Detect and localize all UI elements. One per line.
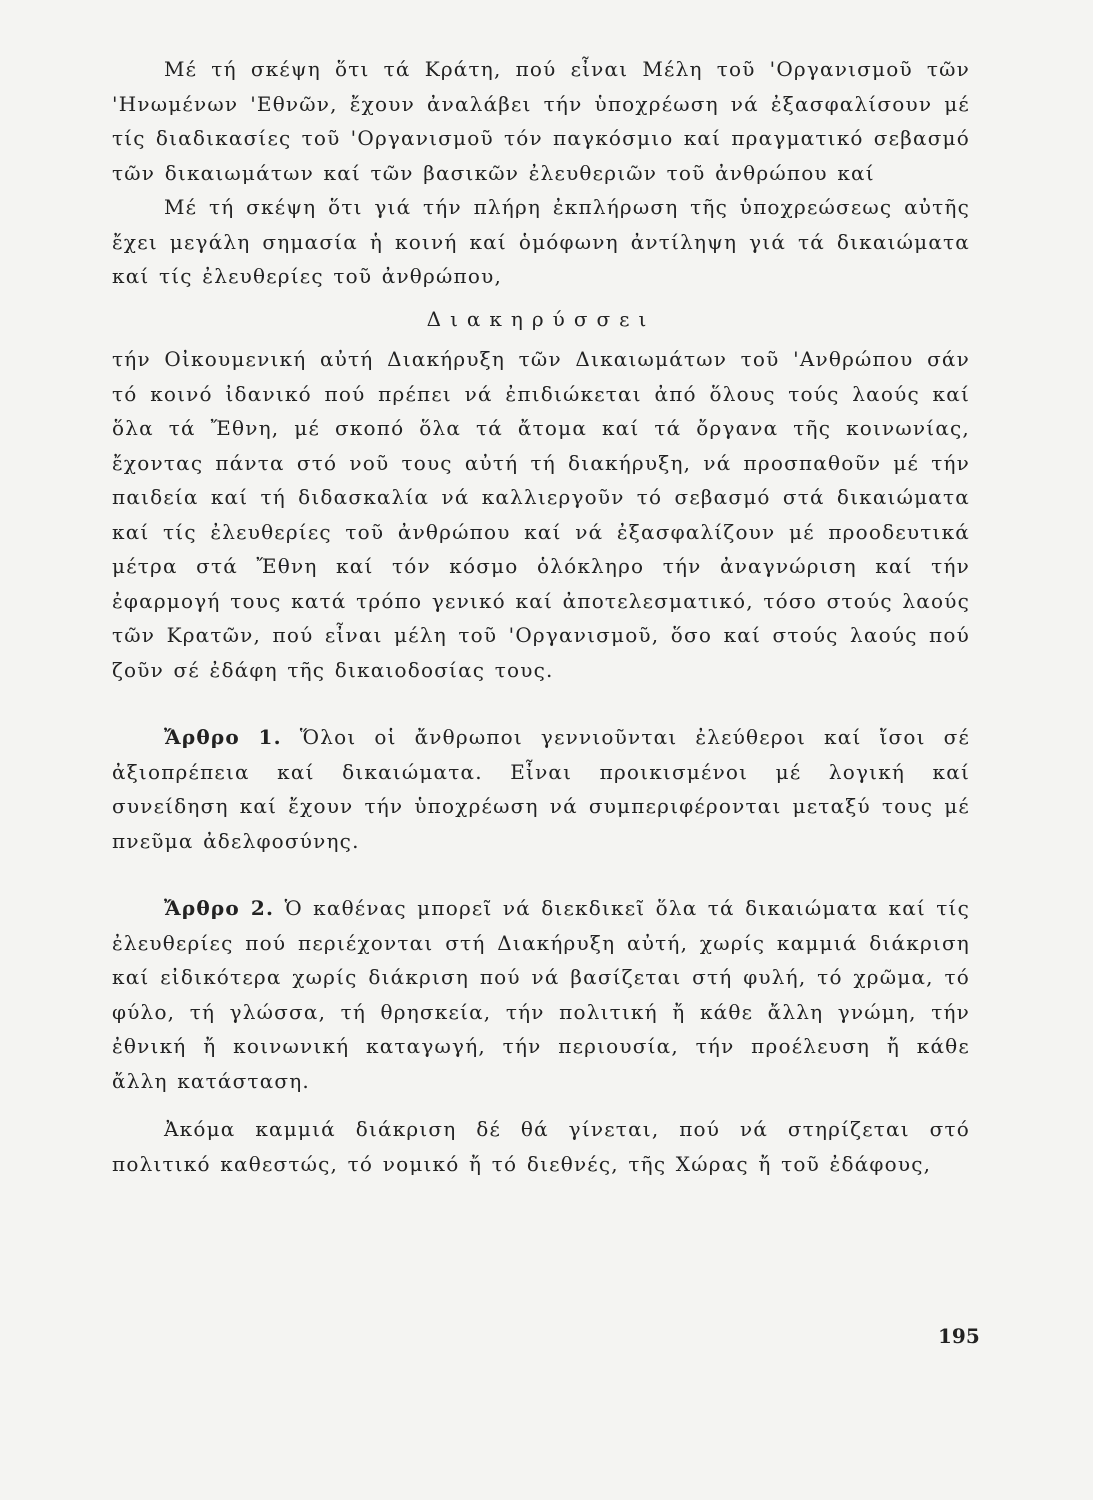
article-1 (112, 720, 970, 858)
preamble-paragraph-2: Μέ τή σκέψη ὅτι γιά τήν πλήρη ἐκπλήρωση τῆς ὑποχρεώσεως αὐτῆς ἔχει μεγάλη σημασία ἡ κοινή καί ὁμόφωνη ἀντίληψη γιά τά δικαιώματα καί τίς ἐλευθερίες τοῦ ἀνθρώπου, (112, 195, 970, 288)
article-2 (112, 891, 970, 1098)
proclamation-heading: Διακηρύσσει (426, 306, 656, 331)
page-body (112, 52, 970, 1181)
page-number: 195 (938, 1324, 980, 1348)
article-2-continued: Ἀκόμα καμμιά διάκριση δέ θά γίνεται, πού νά στηρίζεται στό πολιτικό καθεστώς, τό νομικό ἤ τό διεθνές, τῆς Χώρας ἤ τοῦ ἐδάφους, (112, 1117, 970, 1176)
article-1-label: Ἄρθρο 1. (164, 725, 282, 749)
article-2-text: Ὁ καθένας μπορεῖ νά διεκδικεῖ ὅλα τά δικαιώματα καί τίς ἐλευθερίες πού περιέχονται στή Διακήρυξη αὐτή, χωρίς καμμιά διάκριση καί εἰδικότερα χωρίς διάκριση πού νά βασίζεται στή φυλή, τό χρῶμα, τό φύλο, τή γλώσσα, τή θρησκεία, τήν πολιτική ἤ κάθε ἄλλη γνώμη, τήν ἐθνική ἤ κοινωνική καταγωγή, τήν περιουσία, τήν προέλευση ἤ κάθε ἄλλη κατάσταση. (112, 896, 970, 1093)
page-edge (1093, 0, 1113, 1500)
proclamation-paragraph: τήν Οἰκουμενική αὐτή Διακήρυξη τῶν Δικαιωμάτων τοῦ 'Ανθρώπου σάν τό κοινό ἰδανικό πού πρέπει νά ἐπιδιώκεται ἀπό ὅλους τούς λαούς καί ὅλα τά Ἔθνη, μέ σκοπό ὅλα τά ἄτομα καί τά ὄργανα τῆς κοινωνίας, ἔχοντας πάντα στό νοῦ τους αὐτή τή διακήρυξη, νά προσπαθοῦν μέ τήν παιδεία καί τή διδασκαλία νά καλλιεργοῦν τό σεβασμό στά δικαιώματα καί τίς ἐλευθερίες τοῦ ἀνθρώπου καί νά ἐξασφαλίζουν μέ προοδευτικά μέτρα στά Ἔθνη καί τόν κόσμο ὁλόκληρο τήν ἀναγνώριση καί τήν ἐφαρμογή τους κατά τρόπο γενικό καί ἀποτελεσματικό, τόσο στούς λαούς τῶν Κρατῶν, πού εἶναι μέλη τοῦ 'Οργανισμοῦ, ὅσο καί στούς λαούς πού ζοῦν σέ ἐδάφη τῆς δικαιοδοσίας τους. (112, 347, 970, 682)
article-1-text: Ὅλοι οἱ ἄνθρωποι γεννιοῦνται ἐλεύθεροι καί ἴσοι σέ ἀξιοπρέπεια καί δικαιώματα. Εἶναι προικισμένοι μέ λογική καί συνείδηση καί ἔχουν τήν ὑποχρέωση νά συμπεριφέρονται μεταξύ τους μέ πνεῦμα ἀδελφοσύνης. (112, 725, 971, 853)
preamble-paragraph-1: Μέ τή σκέψη ὅτι τά Κράτη, πού εἶναι Μέλη τοῦ 'Οργανισμοῦ τῶν 'Ηνωμένων 'Εθνῶν, ἔχουν ἀναλάβει τήν ὑποχρέωση νά ἐξασφαλίσουν μέ τίς διαδικασίες τοῦ 'Οργανισμοῦ τόν παγκόσμιο καί πραγματικό σεβασμό τῶν δικαιωμάτων καί τῶν βασικῶν ἐλευθεριῶν τοῦ ἀνθρώπου καί (112, 57, 970, 185)
article-2-label: Ἄρθρο 2. (164, 896, 275, 920)
